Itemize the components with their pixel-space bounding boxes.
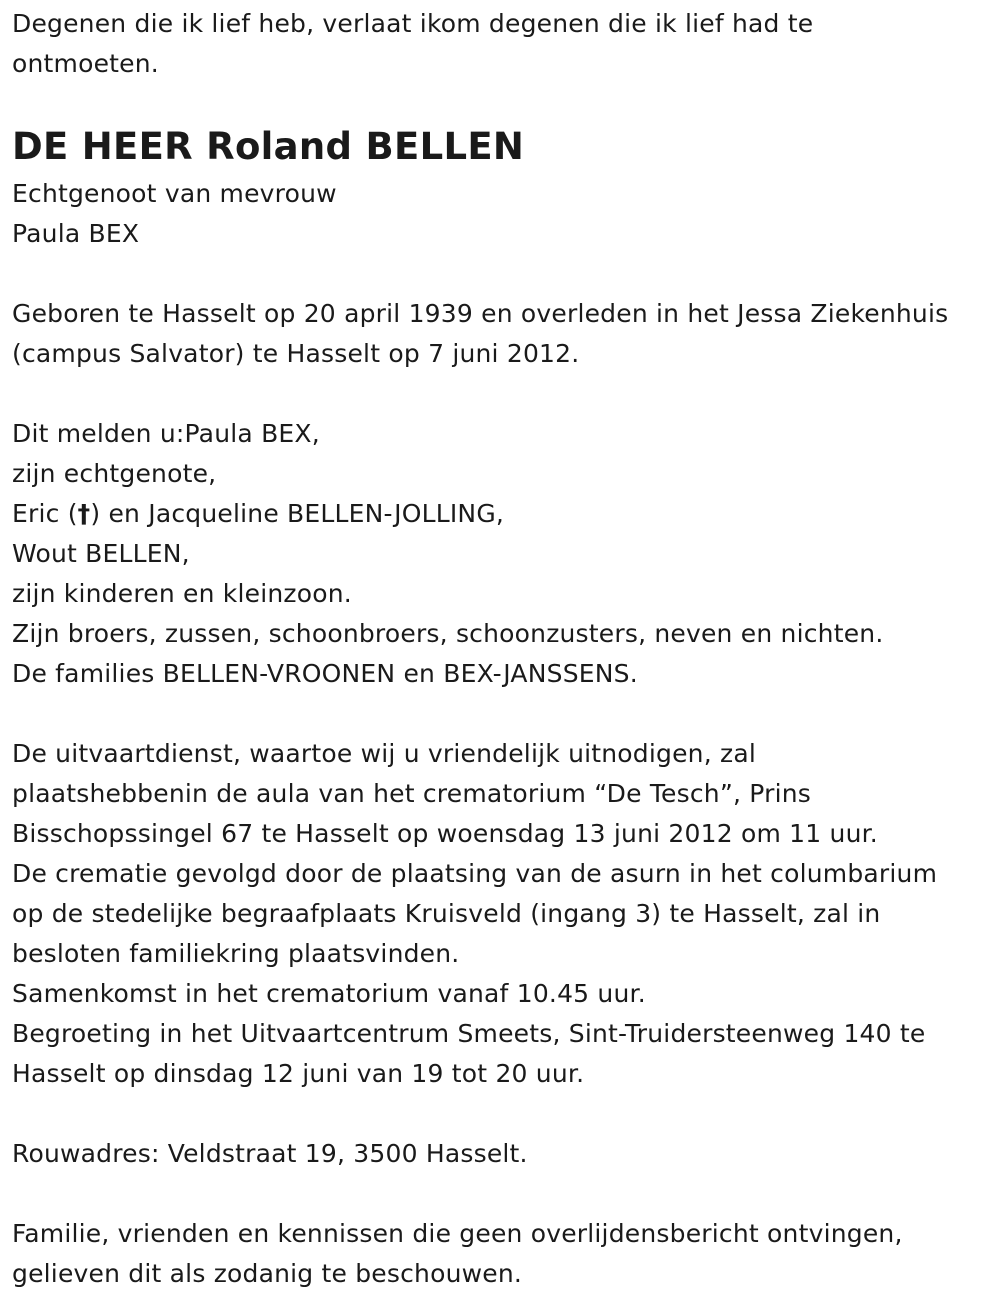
cross-icon: †: [77, 499, 91, 528]
birth-death-line: Geboren te Hasselt op 20 april 1939 en overleden in het Jessa Ziekenhuis: [12, 299, 949, 328]
announcer-line: zijn kinderen en kleinzoon.: [12, 579, 352, 608]
spouse-block: [12, 174, 988, 254]
closing-block: [12, 1214, 988, 1294]
mourning-address: Rouwadres: Veldstraat 19, 3500 Hasselt.: [12, 1139, 528, 1168]
service-line: Begroeting in het Uitvaartcentrum Smeets, Sint-Truidersteenweg 140 te: [12, 1019, 926, 1048]
announcer-line: Dit melden u:Paula BEX,: [12, 419, 320, 448]
birth-death-block: [12, 294, 988, 374]
announcer-line-children: [12, 494, 988, 534]
spacer: [12, 1094, 988, 1134]
announcer-line: De families BELLEN-VROONEN en BEX-JANSSENS.: [12, 659, 638, 688]
service-line: Hasselt op dinsdag 12 juni van 19 tot 20 uur.: [12, 1059, 585, 1088]
spacer: [12, 374, 988, 414]
birth-death-line: (campus Salvator) te Hasselt op 7 juni 2012.: [12, 339, 580, 368]
service-line: Samenkomst in het crematorium vanaf 10.45 uur.: [12, 979, 646, 1008]
closing-line: Familie, vrienden en kennissen die geen overlijdensbericht ontvingen,: [12, 1219, 903, 1248]
announcer-line: Wout BELLEN,: [12, 539, 190, 568]
spouse-line: Echtgenoot van mevrouw: [12, 179, 337, 208]
intro-line: ontmoeten.: [12, 49, 159, 78]
service-line: De crematie gevolgd door de plaatsing van de asurn in het columbarium: [12, 859, 938, 888]
spacer: [12, 1174, 988, 1214]
announcer-line: zijn echtgenote,: [12, 459, 217, 488]
death-notice: [12, 4, 988, 1294]
service-block: [12, 734, 988, 1094]
spacer: [12, 254, 988, 294]
service-line: De uitvaartdienst, waartoe wij u vriendelijk uitnodigen, zal: [12, 739, 756, 768]
service-line: op de stedelijke begraafplaats Kruisveld (ingang 3) te Hasselt, zal in: [12, 899, 881, 928]
intro-quote: [12, 4, 988, 84]
deceased-name: DE HEER Roland BELLEN: [12, 125, 525, 168]
eric-prefix: Eric (: [12, 499, 78, 528]
spouse-line: Paula BEX: [12, 219, 140, 248]
closing-line: gelieven dit als zodanig te beschouwen.: [12, 1259, 523, 1288]
service-line: besloten familiekring plaatsvinden.: [12, 939, 460, 968]
spacer: [12, 694, 988, 734]
eric-suffix: ) en Jacqueline BELLEN-JOLLING,: [90, 499, 505, 528]
announcer-line: Zijn broers, zussen, schoonbroers, schoonzusters, neven en nichten.: [12, 619, 884, 648]
announcers-block: [12, 414, 988, 694]
service-line: plaatshebbenin de aula van het crematorium “De Tesch”, Prins: [12, 779, 812, 808]
intro-line: Degenen die ik lief heb, verlaat ikom degenen die ik lief had te: [12, 9, 814, 38]
service-line: Bisschopssingel 67 te Hasselt op woensdag 13 juni 2012 om 11 uur.: [12, 819, 878, 848]
